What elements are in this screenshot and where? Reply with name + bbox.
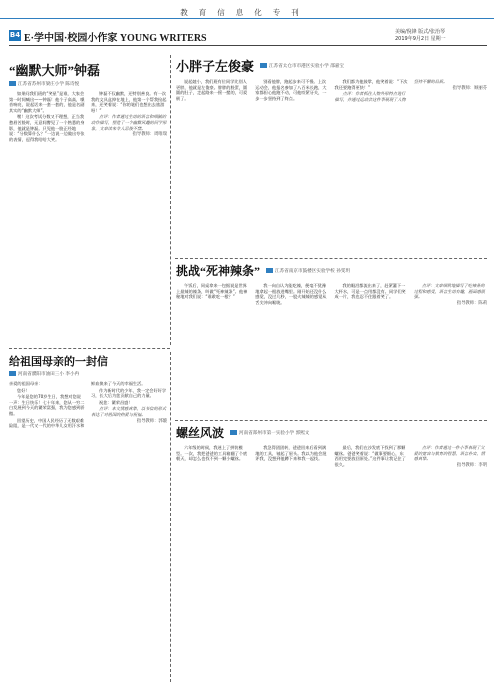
article-title: 给祖国母亲的一封信 (9, 356, 108, 368)
school-tag-icon (9, 371, 16, 376)
column-divider (170, 55, 171, 345)
article-body: 如果问我们班的“笑星”是谁，大家会第一时间喊出——钟磊！他个子高高，嗓音响亮，说起话来一套一套的，他是名副其实的“幽默大师”。 嘿！这次考试分数又不理想，正当我愁眉苦脸时，无意间瞥见了一个熟悉的身影，他就是钟磊。只见他一脸正经地说：“分数算什么？”一边说一边做出夸张的表情，逗得我哈哈大笑。 钟磊不仅幽默，还特别善良。有一次我的文具盒掉在地上，他第一个帮我捡起来，还笑着说：“你的笔们也想出去旅游呀！” 点评：作者通过生动的语言和细腻的动作描写，塑造了一个幽默风趣的同学形象，文章读来令人忍俊不禁。 指导教师：周唯瑞 (9, 91, 167, 142)
section-divider (9, 348, 170, 349)
page-meta (395, 29, 490, 43)
meta-editors: 美编/倪锋 版式/张治琴 (395, 29, 445, 35)
school-tag-icon (230, 430, 237, 435)
article-byline: 河南省郑州市第一实验小学 郭熙文 (230, 430, 309, 436)
article-title: “幽默大师”钟磊 (9, 63, 101, 78)
article-title: 小胖子左俊豪 (176, 59, 255, 74)
column-divider (170, 352, 171, 682)
article-humor-master (9, 60, 167, 343)
article-byline: 江苏省南京市鼓楼区实验学校 孙雯玥 (266, 268, 350, 274)
article-byline: 河南省濮阳市油田三小 李小冉 (9, 371, 167, 377)
article-little-fatty (176, 56, 487, 257)
article-letter (9, 353, 167, 681)
article-spicy-challenge (176, 262, 487, 418)
article-body: 说起她小，我们班有位同学比别人更胖，他就是左俊豪。胖胖的脸蛋，圆圆的肚子，走起路来一摇一摆的，可爱极了。 别看他胖，跑起步来可不慢。上次运动会，他报名参加了八百米长跑，大家都担心他跑不动，可他咬紧牙关，一步一步坚持到了终点。 我们都为他鼓掌，他笑着说：“下次我还要跑得更快！” 点评：作者抓住人物外形特点进行描写，并通过运动会这件事展现了人物坚持不懈的品质。 指导教师：顾丽芬 (176, 79, 487, 102)
school-tag-icon (266, 268, 273, 273)
article-body: 午饭后，同桌拿来一包据说是世界上最辣的辣条，叫做“死神辣条”。他神秘地对我们说：“谁敢吃一根？” 我一向自认为能吃辣，便毫不犹豫地拿起一根放进嘴里。刚开始还没什么感觉，没过几秒，一股火辣辣的感觉从舌尖冲向喉咙。 我的眼泪都流出来了，赶紧灌下一大杯水，可是一点用都没有。同学们笑成一片，我也忍不住跟着笑了。 点评：文章细致地描写了吃辣条的过程和感受，语言生动有趣，画面感很强。 指导教师：陈莉 (176, 283, 487, 306)
article-title: 螺丝风波 (176, 426, 225, 440)
masthead-top-line: 教育信息化专刊 (180, 8, 310, 17)
section-divider (175, 420, 487, 421)
section-title: E·学中国·校园小作家 YOUNG WRITERS (24, 33, 207, 44)
school-tag-icon (9, 81, 16, 86)
article-body: 亲爱的祖国母亲： 您好！ 今年是您的70岁生日，我想对您说一声：生日快乐！七十年来，您从一穷二白发展到今天的繁荣富强，我为您感到骄傲。 回望历史，中国人民经历了无数艰难险阻，是一代又一代的中华儿女用汗水和鲜血换来了今天的幸福生活。 作为新时代的少年，我一定会好好学习，长大后为您贡献自己的力量。 祝您：繁荣昌盛！ 点评：本文情感真挚，以书信的形式表达了对祖国的热爱与祝福。 指导教师：郭璇 (9, 381, 167, 429)
meta-date: 2019年9月2日 星期一 (395, 36, 446, 42)
page-number: B4 (9, 31, 21, 39)
article-body: 六年级的时候，我迷上了拼装模型。一次，我把爸爸的工具箱翻了个底朝天，却怎么也找不到一颗小螺丝。 我急得团团转，爸爸回来后看到满地的工具，皱起了眉头。我以为他会批评我，没想到他蹲下来和我一起找。 最后，我们在沙发底下找到了那颗螺丝。爸爸笑着说：“做事要细心，东西用完要放回原处。”这件事让我记住了很久。 点评：作者通过一件小事表现了父爱的宽容与教育的智慧，语言朴实，情感真挚。 指导教师：李明 (176, 445, 487, 468)
header-divider (9, 45, 487, 46)
article-byline: 江苏省太仓市市港区实验小学 邵嘉宝 (260, 63, 344, 69)
section-divider (175, 258, 487, 259)
article-screw-incident (176, 424, 487, 690)
article-title: 挑战“死神辣条” (176, 264, 261, 278)
article-byline: 江苏省苏州市梁庄小学 陈诗悦 (9, 81, 167, 87)
school-tag-icon (260, 63, 267, 68)
top-divider (0, 18, 494, 19)
